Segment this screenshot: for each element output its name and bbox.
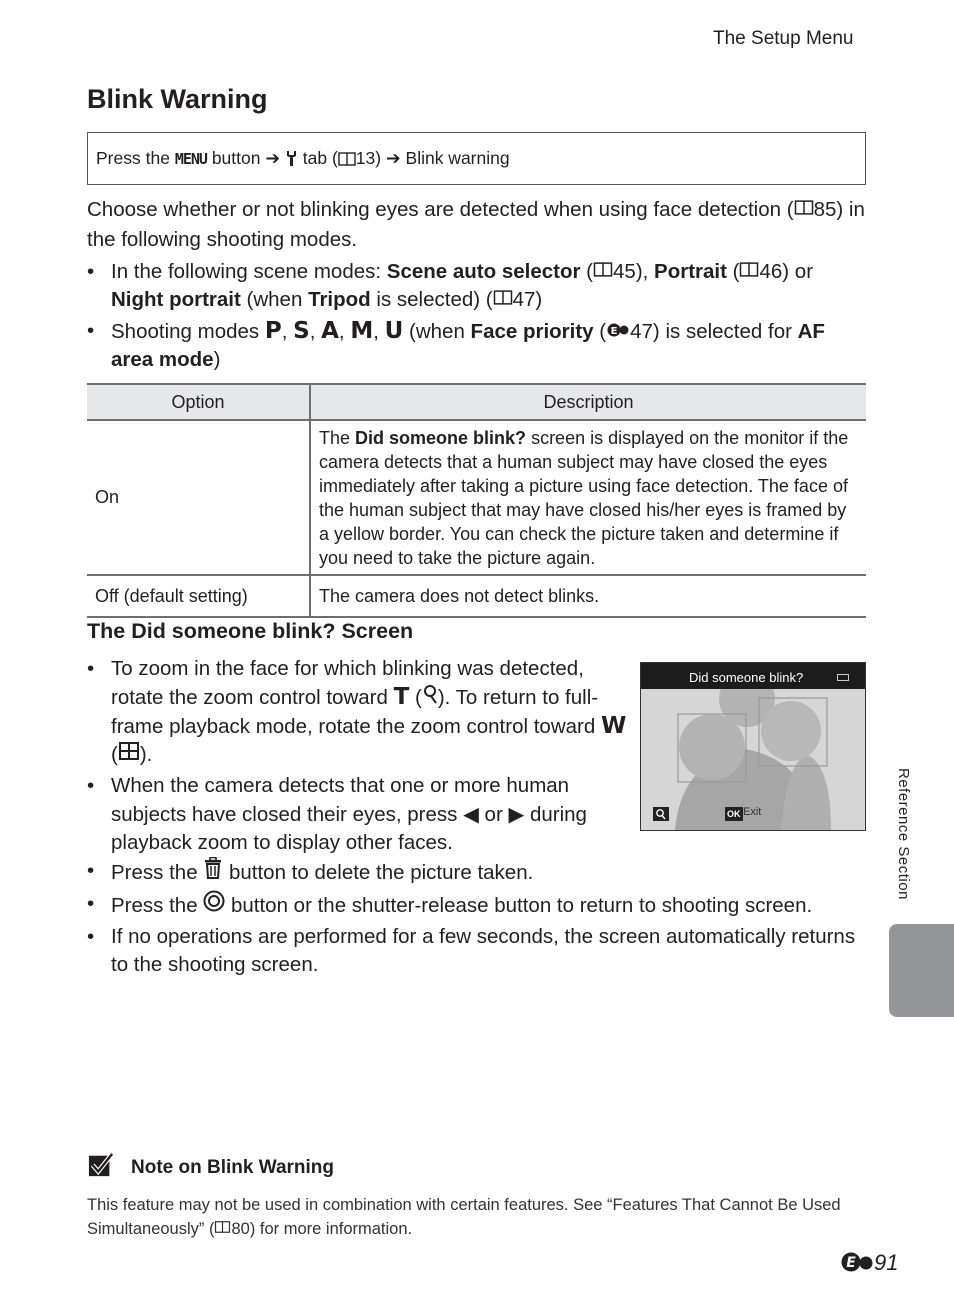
book-ref-icon [493,289,513,306]
option-cell: On [87,420,310,575]
note-ref: 80) for more information. [231,1220,413,1238]
note-text: This feature may not be used in combination with certain features. See “Features That Cannot Be Used Simultaneously” ( [87,1196,841,1238]
e-ref-icon [840,1251,874,1273]
bullet-text: ). To return to full-frame playback mode, rotate the zoom control toward [111,686,601,738]
magnify-icon [422,684,438,704]
bullet-text: ( [593,320,607,343]
bullet-ref: 46) or [759,260,814,283]
mode-u-icon: U [384,318,404,344]
mode-m-icon: M [350,318,374,344]
bullet-text: Press the [111,894,204,917]
page-title: Blink Warning [87,84,268,114]
bullet-text: or [478,803,509,826]
bullet-text: ( [409,686,422,709]
exit-label: Exit [743,806,762,818]
menu-path-ref: 13) [355,148,382,168]
book-ref-icon [739,261,759,278]
right-arrow-icon: ▶ [508,802,525,826]
list-item: • Shooting modes P, S, A, M, U (when Face priority ( E 47) is selected for AF area mode) [87,317,867,374]
bullet-ref: 47) is selected for [630,320,798,343]
bullet-text: ( [111,743,118,766]
list-item [87,258,867,314]
description-cell [310,420,866,575]
list-item [87,890,867,920]
bullet-text: ). [139,743,153,766]
e-ref-icon [606,321,630,338]
menu-path-destination: Blink warning [405,148,510,168]
bullet-text: Press the [111,861,204,884]
description-cell: The camera does not detect blinks. [310,575,866,617]
screen-title: Did someone blink? [689,670,804,685]
battery-icon [837,674,849,681]
caution-check-icon [88,1152,114,1178]
blink-screen-list-continued [87,857,867,982]
list-item [87,655,627,769]
page-prefix: E [846,1255,856,1271]
zoom-wide-icon: W [600,713,627,739]
ok-button-icon [203,890,225,912]
bullet-text: (when [403,320,471,343]
bullet-ref: 47) [512,288,543,311]
bullet-text: ( [580,260,594,283]
bullet-text: When the camera detects that one or more human subjects have closed their eyes, press [111,774,570,826]
book-ref-icon [338,151,356,167]
menu-button-icon: MENU [174,149,207,168]
side-label-text: Reference Section [895,768,912,900]
option-cell: Off (default setting) [87,575,310,617]
bullet-bold: Portrait [654,260,727,283]
bullet-text: button or the shutter-release button to return to shooting screen. [225,894,813,917]
blink-screen-illustration [640,662,866,831]
table-row [87,575,866,617]
bullet-text: (when [240,288,309,311]
book-ref-icon [593,261,613,278]
bullet-bold: AF area mode [111,320,825,371]
menu-path-press: Press the [96,148,170,168]
note-body [87,1193,877,1241]
bullet-text: is selected) ( [370,288,493,311]
bullet-text: Shooting modes [111,320,265,343]
section-tab [889,924,954,1017]
thumbnail-icon [118,741,140,761]
desc-text: screen is displayed on the monitor if the camera detects that a human subject may have closed the eyes immediately after taking a picture using face detection. The face of the human subject that may have closed his/her eyes is framed by a yellow border. You can check the picture taken and determine if you need to take the picture again. [319,427,849,568]
table-header-row [87,384,866,420]
bullet-bold: Scene auto selector [386,260,581,283]
svg-text:E: E [610,326,618,337]
table-row [87,420,866,575]
menu-path-box [87,132,866,185]
left-arrow-icon: ◀ [463,802,479,826]
book-ref-icon [214,1220,231,1234]
desc-text: The [319,427,356,448]
running-head: The Setup Menu [713,28,854,49]
zoom-tele-icon: T [393,684,410,710]
list-item [87,772,627,857]
note-title: Note on Blink Warning [131,1157,335,1178]
arrow-right-icon: ➔ [385,148,401,168]
menu-path-tab: tab ( [302,148,338,168]
list-item: • If no operations are performed for a few seconds, the screen automatically returns to the shooting screen. [87,923,867,979]
book-ref-icon [794,199,814,216]
bullet-bold: Face priority [470,320,594,343]
trash-icon [203,857,223,879]
wrench-icon [285,150,298,167]
mode-a-icon: A [321,318,339,344]
bullet-bold: Tripod [308,288,371,311]
zoom-icon [653,807,669,821]
bullet-text: ) [213,348,221,371]
list-item [87,857,867,887]
bullet-text: To zoom in the face for which blinking was detected, rotate the zoom control toward [111,657,584,709]
side-label [888,768,928,918]
page-number-value: 91 [874,1250,899,1275]
bullet-text: during playback zoom to display other faces. [111,803,587,854]
bullet-bold: Night portrait [111,288,241,311]
ok-icon: OK [727,809,741,819]
intro-ref: 85) in the following shooting modes. [87,198,865,251]
section-subtitle: The Did someone blink? Screen [87,619,414,643]
screen-title-bar [641,663,865,689]
table-header-description: Description [310,384,866,420]
bullet-text: ( [726,260,740,283]
page-number [840,1250,898,1276]
arrow-right-icon: ➔ [265,148,281,168]
menu-path-button-word: button [211,148,261,168]
blink-screen-list [87,655,627,860]
bullet-ref: 45), [613,260,655,283]
mode-p-icon: P [264,318,282,344]
options-table [87,383,866,618]
bullet-text: button to delete the picture taken. [223,861,534,884]
desc-bold: Did someone blink? [355,427,527,448]
bullet-text: In the following scene modes: [111,260,387,283]
table-header-option: Option [87,384,310,420]
intro-text: Choose whether or not blinking eyes are detected when using face detection ( [87,198,794,221]
intro-paragraph [87,195,867,255]
shooting-modes-list [87,258,867,377]
mode-s-icon: S [293,318,310,344]
